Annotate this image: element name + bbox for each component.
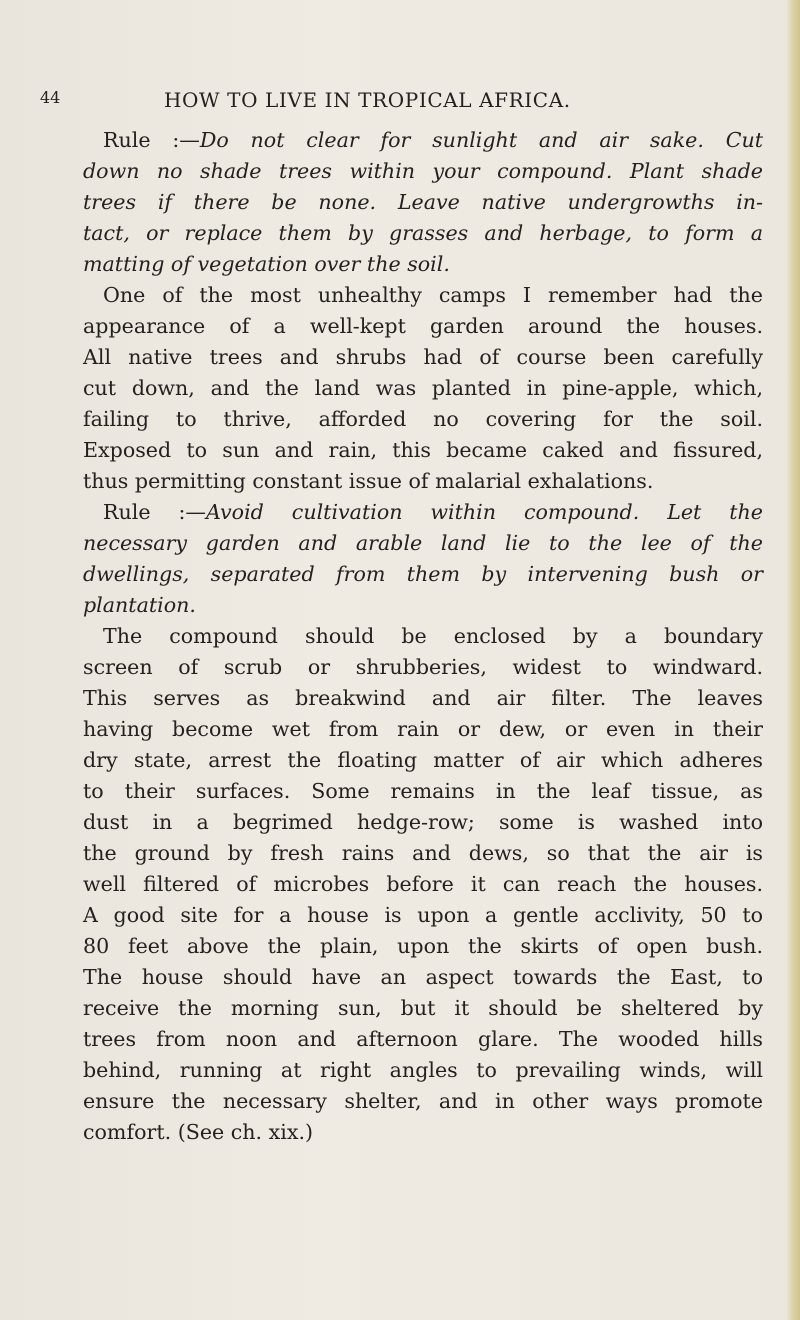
text-line: receive the morning sun, but it should be sheltered by xyxy=(83,996,763,1020)
text-line: having become wet from rain or dew, or even in their xyxy=(83,717,763,741)
rule-label: Rule :— xyxy=(103,500,207,524)
text-line: trees from noon and afternoon glare. The wooded hills xyxy=(83,1027,763,1051)
running-title: HOW TO LIVE IN TROPICAL AFRICA. xyxy=(164,88,571,112)
rule-label: Rule :— xyxy=(103,128,200,152)
rule-paragraph-2 xyxy=(83,497,763,621)
text-line: All native trees and shrubs had of course been carefully xyxy=(83,345,763,369)
page-number: 44 xyxy=(40,88,61,107)
text-line: comfort. (See ch. xix.) xyxy=(83,1120,314,1144)
text-line: A good site for a house is upon a gentle acclivity, 50 to xyxy=(83,903,763,927)
paragraph-compound-screen xyxy=(83,621,763,1148)
page-edge-shadow xyxy=(786,0,800,1320)
text-line: dust in a begrimed hedge-row; some is washed into xyxy=(83,810,763,834)
text-line: The compound should be enclosed by a boundary xyxy=(103,624,763,648)
text-line: Rule :—Avoid cultivation within compound. Let the xyxy=(103,500,763,524)
text-line: plantation. xyxy=(83,593,196,617)
text-line: failing to thrive, afforded no covering for the soil. xyxy=(83,407,763,431)
page-body xyxy=(83,125,763,1148)
text-line: dry state, arrest the floating matter of air which adheres xyxy=(83,748,763,772)
text-line: Rule :—Do not clear for sunlight and air sake. Cut xyxy=(103,128,763,152)
text-line: tact, or replace them by grasses and herbage, to form a xyxy=(83,221,763,245)
text-line: dwellings, separated from them by intervening bush or xyxy=(83,562,763,586)
text-line: necessary garden and arable land lie to the lee of the xyxy=(83,531,763,555)
text-line: matting of vegetation over the soil. xyxy=(83,252,450,276)
text-line: ensure the necessary shelter, and in other ways promote xyxy=(83,1089,763,1113)
text-line: the ground by fresh rains and dews, so that the air is xyxy=(83,841,763,865)
text-line: behind, running at right angles to prevailing winds, will xyxy=(83,1058,763,1082)
text-line: The house should have an aspect towards the East, to xyxy=(83,965,763,989)
text-line: cut down, and the land was planted in pine-apple, which, xyxy=(83,376,763,400)
text-line: trees if there be none. Leave native undergrowths in- xyxy=(83,190,763,214)
rule-paragraph-1 xyxy=(83,125,763,280)
text-line: appearance of a well-kept garden around the houses. xyxy=(83,314,763,338)
paragraph-unhealthy-camp xyxy=(83,280,763,497)
text-line: One of the most unhealthy camps I remember had the xyxy=(103,283,763,307)
text-line: down no shade trees within your compound. Plant shade xyxy=(83,159,763,183)
page-header xyxy=(40,88,760,120)
text-line: thus permitting constant issue of malarial exhalations. xyxy=(83,469,654,493)
text-line: 80 feet above the plain, upon the skirts of open bush. xyxy=(83,934,763,958)
text-line: This serves as breakwind and air filter. The leaves xyxy=(83,686,763,710)
text-line: well filtered of microbes before it can reach the houses. xyxy=(83,872,763,896)
text-line: screen of scrub or shrubberies, widest to windward. xyxy=(83,655,763,679)
text-line: Exposed to sun and rain, this became caked and fissured, xyxy=(83,438,763,462)
text-line: to their surfaces. Some remains in the leaf tissue, as xyxy=(83,779,763,803)
